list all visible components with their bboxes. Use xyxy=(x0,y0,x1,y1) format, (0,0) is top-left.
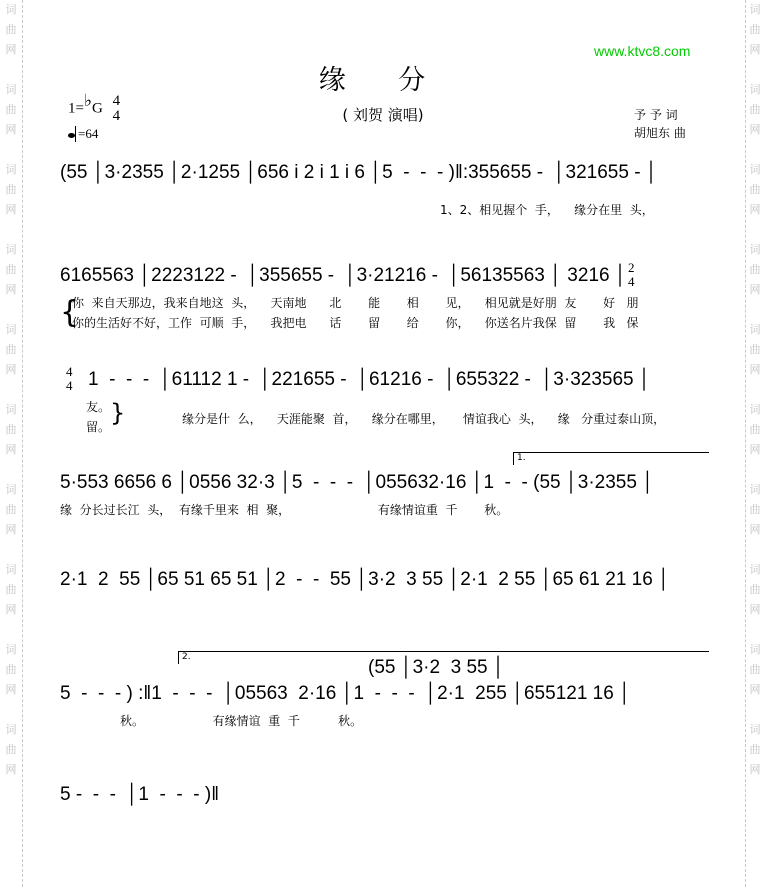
staff-line: 2·1 2 55 │65 51 65 51 │2 - - 55 │3·2 3 55 │2·1 2 55 │65 61 21 16 │ xyxy=(60,569,670,590)
staff-notes: 6165563 │2223122 - │355655 - │3·21216 - │56135563 │ 3216 │ xyxy=(60,265,627,286)
watermark-char: 词 xyxy=(749,243,761,256)
watermark-char: 网 xyxy=(749,443,761,456)
lyric-line: 1、2、相见握个 手， 缘分在里 头， xyxy=(440,203,654,217)
watermark-char: 曲 xyxy=(749,743,761,756)
watermark-char: 曲 xyxy=(749,343,761,356)
watermark-char: 词 xyxy=(5,323,17,336)
watermark-char: 词 xyxy=(5,643,17,656)
watermark-char: 词 xyxy=(5,563,17,576)
watermark-char: 曲 xyxy=(5,423,17,436)
staff-line-upper: (55 │3·2 3 55 │ xyxy=(368,657,505,678)
watermark-char: 曲 xyxy=(749,183,761,196)
watermark-char: 曲 xyxy=(5,183,17,196)
verse-brace-close: } xyxy=(110,399,126,427)
system-3 xyxy=(60,364,710,434)
singer-credit: ( 刘贺 演唱) xyxy=(342,106,424,124)
watermark-char: 曲 xyxy=(5,583,17,596)
margin-divider-right xyxy=(745,0,746,887)
tempo-marking xyxy=(68,126,98,142)
staff-line: 5 - - - ) :‖1 - - - │05563 2·16 │1 - - - │2·1 255 │655121 16 │ xyxy=(60,683,631,704)
watermark-char: 词 xyxy=(5,403,17,416)
volta-2: 2. xyxy=(178,651,709,664)
credits xyxy=(634,106,686,142)
watermark-char: 曲 xyxy=(5,663,17,676)
watermark-char: 词 xyxy=(5,723,17,736)
watermark-left xyxy=(0,0,22,887)
time-signature xyxy=(113,94,121,124)
watermark-char: 网 xyxy=(749,523,761,536)
time-sig-bottom: 4 xyxy=(66,378,73,393)
watermark-char: 词 xyxy=(5,163,17,176)
watermark-char: 网 xyxy=(5,283,17,296)
time-sig-top: 4 xyxy=(66,364,73,379)
tempo-value: =64 xyxy=(78,126,99,141)
watermark-char: 词 xyxy=(749,3,761,16)
watermark-char: 网 xyxy=(749,43,761,56)
watermark-char: 词 xyxy=(749,323,761,336)
time-sig-top: 4 xyxy=(112,93,121,109)
watermark-char: 曲 xyxy=(749,503,761,516)
key-signature xyxy=(68,91,121,124)
watermark-char: 网 xyxy=(749,203,761,216)
watermark-char: 词 xyxy=(749,723,761,736)
key-note: G xyxy=(92,100,103,117)
lyric-line: 缘分是什 么， 天涯能聚 首， 缘分在哪里， 情谊我心 头， 缘 分重过泰山顶， xyxy=(182,412,666,426)
watermark-char: 网 xyxy=(5,763,17,776)
staff-line xyxy=(60,263,710,289)
watermark-char: 网 xyxy=(749,603,761,616)
watermark-char: 网 xyxy=(749,283,761,296)
watermark-char: 曲 xyxy=(5,503,17,516)
note-stem xyxy=(75,126,76,142)
lyric-line: 缘 分长过长江 头， 有缘千里来 相 聚， 有缘情谊重 千 秋。 xyxy=(60,503,509,517)
watermark-char: 网 xyxy=(5,523,17,536)
watermark-char: 曲 xyxy=(749,263,761,276)
time-signature-change xyxy=(628,261,635,289)
site-url[interactable]: www.ktvc8.com xyxy=(594,43,691,59)
volta-1: 1. xyxy=(513,452,709,465)
staff-line: 5·553 6656 6 │0556 32·3 │5 - - - │055632·16 │1 - - (55 │3·2355 │ xyxy=(60,472,655,493)
watermark-char: 词 xyxy=(749,163,761,176)
system-1 xyxy=(60,160,710,220)
watermark-char: 曲 xyxy=(5,103,17,116)
watermark-char: 网 xyxy=(749,683,761,696)
watermark-char: 网 xyxy=(749,123,761,136)
watermark-char: 网 xyxy=(5,203,17,216)
watermark-char: 网 xyxy=(749,763,761,776)
watermark-char: 曲 xyxy=(5,23,17,36)
staff-line: 1 - - - │61112 1 - │221655 - │61216 - │655322 - │3·323565 │ xyxy=(88,369,651,390)
watermark-char: 曲 xyxy=(749,103,761,116)
lyric-end-verse-1: 友。 xyxy=(86,400,111,414)
watermark-char: 词 xyxy=(5,243,17,256)
song-title: 缘 分 xyxy=(318,65,448,96)
margin-divider-left xyxy=(22,0,23,887)
time-sig-bottom: 4 xyxy=(112,108,121,124)
composer-credit: 胡旭东 曲 xyxy=(634,126,686,140)
quarter-note-icon xyxy=(68,133,75,138)
staff-line: 5 - - - │1 - - - )‖ xyxy=(60,784,220,805)
watermark-char: 曲 xyxy=(5,743,17,756)
watermark-right xyxy=(744,0,766,887)
lyric-verse-1: 你 来自天那边，我来自地这 头， 天南地 北 能 相 见， 相见就是好朋 友 好 朋 xyxy=(72,296,639,310)
system-4 xyxy=(60,453,710,520)
watermark-char: 曲 xyxy=(749,23,761,36)
watermark-char: 曲 xyxy=(749,663,761,676)
watermark-char: 词 xyxy=(749,643,761,656)
watermark-char: 网 xyxy=(5,603,17,616)
verse-brace: { xyxy=(60,295,80,330)
watermark-char: 词 xyxy=(749,403,761,416)
lyric-verse-2: 你的生活好不好，工作 可顺 手， 我把电 话 留 给 你， 你送名片我保 留 我 保 xyxy=(72,316,639,330)
watermark-char: 网 xyxy=(5,683,17,696)
flat-icon: ♭ xyxy=(83,91,92,111)
system-6 xyxy=(60,652,710,731)
lyric-line: 秋。 有缘情谊 重 千 秋。 xyxy=(120,714,363,728)
watermark-char: 曲 xyxy=(749,583,761,596)
lyric-end-verse-2: 留。 xyxy=(86,420,111,434)
time-sig-top: 2 xyxy=(628,260,635,275)
watermark-char: 词 xyxy=(749,83,761,96)
watermark-char: 词 xyxy=(749,563,761,576)
time-sig-bottom: 4 xyxy=(628,274,635,289)
watermark-char: 网 xyxy=(5,123,17,136)
watermark-char: 词 xyxy=(5,3,17,16)
watermark-char: 曲 xyxy=(749,423,761,436)
watermark-char: 网 xyxy=(5,363,17,376)
watermark-char: 曲 xyxy=(5,263,17,276)
watermark-char: 网 xyxy=(749,363,761,376)
staff-line: (55 │3·2355 │2·1255 │656 i 2 i 1 i 6 │5 - - - )‖:355655 - │321655 - │ xyxy=(60,162,658,183)
watermark-char: 网 xyxy=(5,443,17,456)
watermark-char: 词 xyxy=(5,83,17,96)
watermark-char: 网 xyxy=(5,43,17,56)
key-label: 1= xyxy=(68,100,84,117)
system-5 xyxy=(60,567,710,593)
lyricist-credit: 予 予 词 xyxy=(634,108,678,122)
system-7 xyxy=(60,782,710,808)
watermark-char: 词 xyxy=(749,483,761,496)
system-2 xyxy=(60,260,710,333)
watermark-char: 曲 xyxy=(5,343,17,356)
watermark-char: 词 xyxy=(5,483,17,496)
